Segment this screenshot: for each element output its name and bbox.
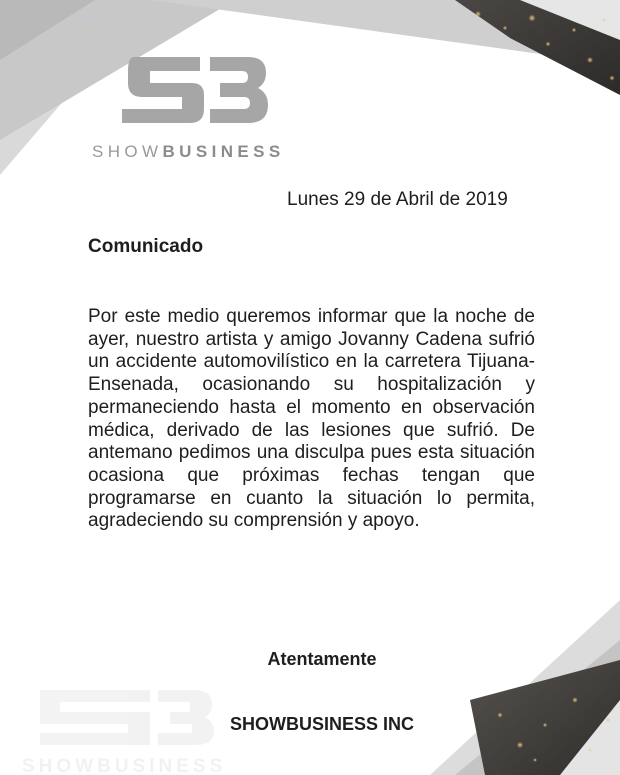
letter-date: Lunes 29 de Abril de 2019 <box>287 189 508 210</box>
brand-wordmark <box>92 142 285 162</box>
bottom-right-panel <box>430 600 620 775</box>
showbusiness-logo <box>120 55 270 125</box>
letter-signature: SHOWBUSINESS INC <box>229 714 415 734</box>
letter-body: Por este medio queremos informar que la noche de ayer, nuestro artista y amigo Jovanny Cadena sufrió un accidente automovilístico en la carretera Tijuana-Ensenada, ocasionando su hospitalización y permaneciendo hasta el momento en observación médica, derivado de las lesiones que sufrió. De antemano pedimos una disculpa pues esta situación ocasiona que próximas fechas tengan que programarse en cuanto la situación lo permita, agradeciendo su comprensión y apoyo. <box>88 306 535 532</box>
watermark-text: SHOWBUSINESS <box>22 756 227 775</box>
brand-wordmark-bold: BUSINESS <box>162 142 285 161</box>
letter-closing: Atentamente <box>267 649 377 669</box>
brand-wordmark-light: SHOW <box>92 142 163 161</box>
letter-heading: Comunicado <box>88 236 204 257</box>
